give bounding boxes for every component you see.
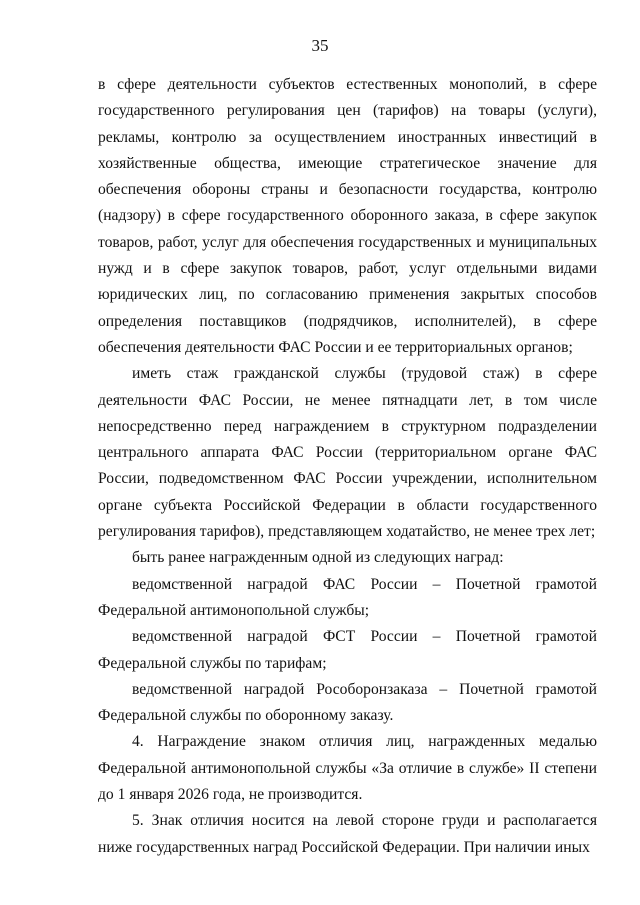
paragraph-award-fas: ведомственной наградой ФАС России – Почетной грамотой Федеральной антимонопольной службы;: [98, 575, 597, 619]
paragraph-award-rosoboronzakaz: ведомственной наградой Рособоронзаказа – Почетной грамотой Федеральной службы по оборонному заказу.: [98, 680, 597, 725]
document-body: [98, 72, 597, 861]
paragraph-item-4: 4. Награждение знаком отличия лиц, награжденных медалью Федеральной антимонопольной службы «За отличие в службе» II степени до 1 января 2026 года, не производится.: [98, 733, 597, 804]
paragraph-prior-awards: быть ранее награжденным одной из следующих наград:: [132, 549, 504, 567]
paragraph-service-experience: иметь стаж гражданской службы (трудовой стаж) в сфере деятельности ФАС России, не менее пятнадцати лет, в том числе непосредственно перед награждением в структурном подразделении центрального аппарата ФАС России (территориальном органе ФАС России, подведомственном ФАС России учреждении, исполнительном органе субъекта Российской Федерации в области государственного регулирования тарифов), представляющем ходатайство, не менее трех лет;: [98, 365, 597, 541]
paragraph-award-fst: ведомственной наградой ФСТ России – Почетной грамотой Федеральной службы по тарифам;: [98, 628, 597, 672]
paragraph-item-5: 5. Знак отличия носится на левой стороне груди и располагается ниже государственных наград Российской Федерации. При наличии иных: [98, 812, 597, 856]
paragraph-continuation: в сфере деятельности субъектов естественных монополий, в сфере государственного регулирования цен (тарифов) на товары (услуги), рекламы, контролю за осуществлением иностранных инвестиций в хозяйственные общества, имеющие стратегическое значение для обеспечения обороны страны и безопасности государства, контролю (надзору) в сфере государственного оборонного заказа, в сфере закупок товаров, работ, услуг для обеспечения государственных и муниципальных нужд и в сфере закупок товаров, работ, услуг отдельными видами юридических лиц, по согласованию применения закрытых способов определения поставщиков (подрядчиков, исполнителей), в сфере обеспечения деятельности ФАС России и ее территориальных органов;: [98, 76, 597, 356]
page-number: 35: [311, 36, 329, 55]
